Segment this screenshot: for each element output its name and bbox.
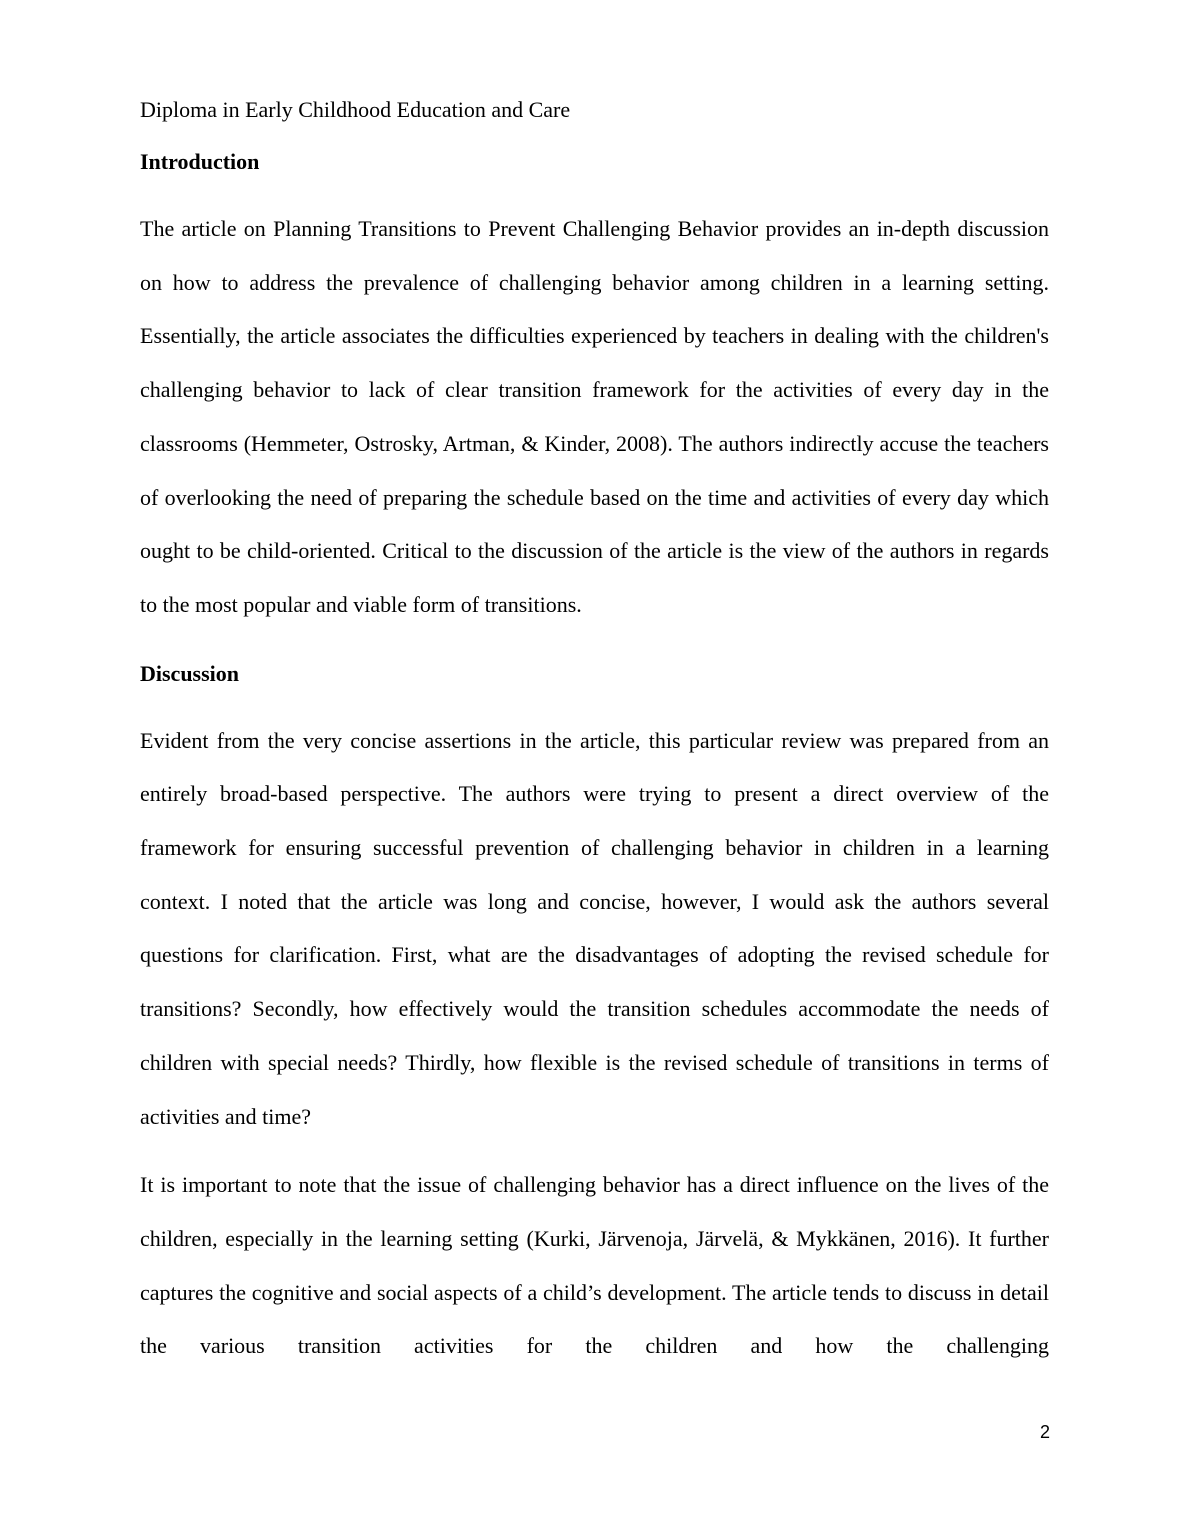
introduction-paragraph: The article on Planning Transitions to Prevent Challenging Behavior provides an in-depth discussion on how to address the prevalence of challenging behavior among children in a learning setting. Essentially, the article associates the difficulties experienced by teachers in dealing with the children's challenging behavior to lack of clear transition framework for the activities of every day in the classrooms (Hemmeter, Ostrosky, Artman, & Kinder, 2008). The authors indirectly accuse the teachers of overlooking the need of preparing the schedule based on the time and activities of every day which ought to be child-oriented. Critical to the discussion of the article is the view of the authors in regards to the most popular and viable form of transitions. [140,216,1049,617]
discussion-paragraph-1: Evident from the very concise assertions in the article, this particular review was prepared from an entirely broad-based perspective. The authors were trying to present a direct overview of the framework for ensuring successful prevention of challenging behavior in children in a learning context. I noted that the article was long and concise, however, I would ask the authors several questions for clarification. First, what are the disadvantages of adopting the revised schedule for transitions? Secondly, how effectively would the transition schedules accommodate the needs of children with special needs? Thirdly, how flexible is the revised schedule of transitions in terms of activities and time? [140,727,1049,1129]
introduction-heading: Introduction [140,149,260,174]
document-title: Diploma in Early Childhood Education and Care [140,97,571,122]
page-number: 2 [1039,1422,1050,1442]
discussion-paragraph-2: It is important to note that the issue of challenging behavior has a direct influence on the lives of the children, especially in the learning setting (Kurki, Järvenoja, Järvelä, & Mykkänen, 2016). It further captures the cognitive and social aspects of a child’s development. The article tends to discuss in detail the various transition activities for the children and how the challenging [140,1172,1049,1359]
discussion-heading: Discussion [140,660,240,686]
page-content [140,96,1049,1373]
